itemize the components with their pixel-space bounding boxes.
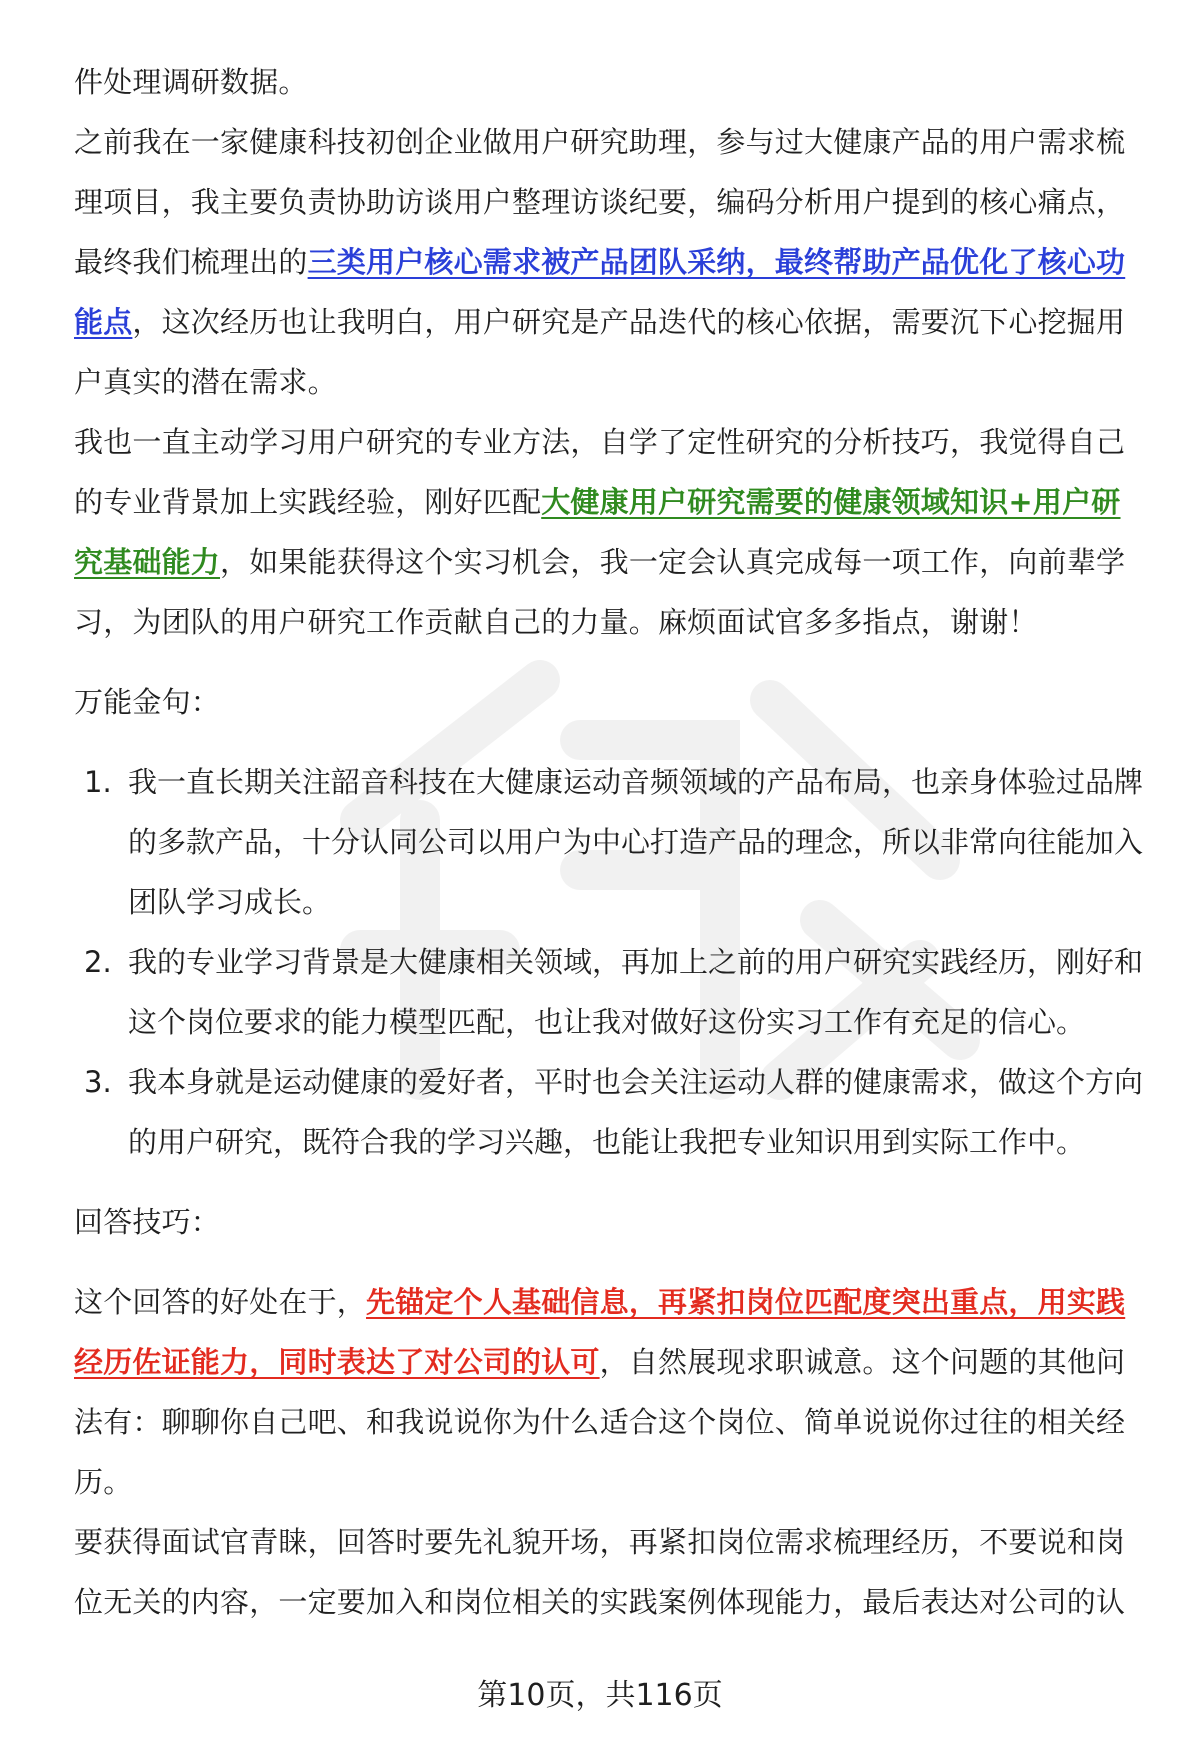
highlight-blue: 三类用户核心需求被产品团队采纳，最终帮助产品优化了核心功能点 [74,245,1126,339]
list-text: 我的专业学习背景是大健康相关领域，再加上之前的用户研究实践经历，刚好和这个岗位要求的能力模型匹配，也让我对做好这份实习工作有充足的信心。 [128,945,1144,1039]
intro-paragraph-experience [74,112,1144,412]
text-span: ，自然展现求职诚意。这个问题的其他问法有：聊聊你自己吧、和我说说你为什么适合这个岗位、简单说说你过往的相关经历。 [74,1345,1126,1499]
list-item [74,1052,1144,1172]
text-span: 之前我在一家健康科技初创企业做用户研究助理，参与过大健康产品的用户需求梳理项目，我主要负责协助访谈用户整理访谈纪要，编码分析用户提到的核心痛点，最终我们梳理出的 [74,125,1126,279]
list-item [74,932,1144,1052]
list-item [74,752,1144,932]
answer-tips-heading: 回答技巧： [74,1205,221,1239]
text-span: ，如果能获得这个实习机会，我一定会认真完成每一项工作，向前辈学习，为团队的用户研究工作贡献自己的力量。麻烦面试官多多指点，谢谢！ [74,545,1126,639]
list-text: 我一直长期关注韶音科技在大健康运动音频领域的产品布局，也亲身体验过品牌的多款产品，十分认同公司以用户为中心打造产品的理念，所以非常向往能加入团队学习成长。 [128,765,1144,919]
list-number: 2. [84,945,112,979]
golden-sentences-list [74,752,1144,1172]
list-number: 1. [84,765,112,799]
tips-paragraph-advice: 要获得面试官青睐，回答时要先礼貌开场，再紧扣岗位需求梳理经历，不要说和岗位无关的内容，一定要加入和岗位相关的实践案例体现能力，最后表达对公司的认 [74,1525,1126,1619]
golden-sentences-heading: 万能金句： [74,685,221,719]
text-span: 这个回答的好处在于， [74,1285,367,1319]
highlight-red: 先锚定个人基础信息，再紧扣岗位匹配度突出重点，用实践经历佐证能力，同时表达了对公司的认可 [74,1285,1126,1379]
page-number-footer: 第10页，共116页 [477,1678,723,1713]
document-page [74,52,1144,1632]
list-number: 3. [84,1065,112,1099]
intro-paragraph-learning [74,412,1144,652]
highlight-green: 大健康用户研究需要的健康领域知识+用户研究基础能力 [74,485,1121,579]
list-text: 我本身就是运动健康的爱好者，平时也会关注运动人群的健康需求，做这个方向的用户研究，既符合我的学习兴趣，也能让我把专业知识用到实际工作中。 [128,1065,1144,1159]
text-span: 我也一直主动学习用户研究的专业方法，自学了定性研究的分析技巧，我觉得自己的专业背景加上实践经验，刚好匹配 [74,425,1126,519]
intro-line: 件处理调研数据。 [74,65,308,99]
text-span: ，这次经历也让我明白，用户研究是产品迭代的核心依据，需要沉下心挖掘用户真实的潜在需求。 [74,305,1126,399]
tips-paragraph-benefit [74,1272,1144,1512]
